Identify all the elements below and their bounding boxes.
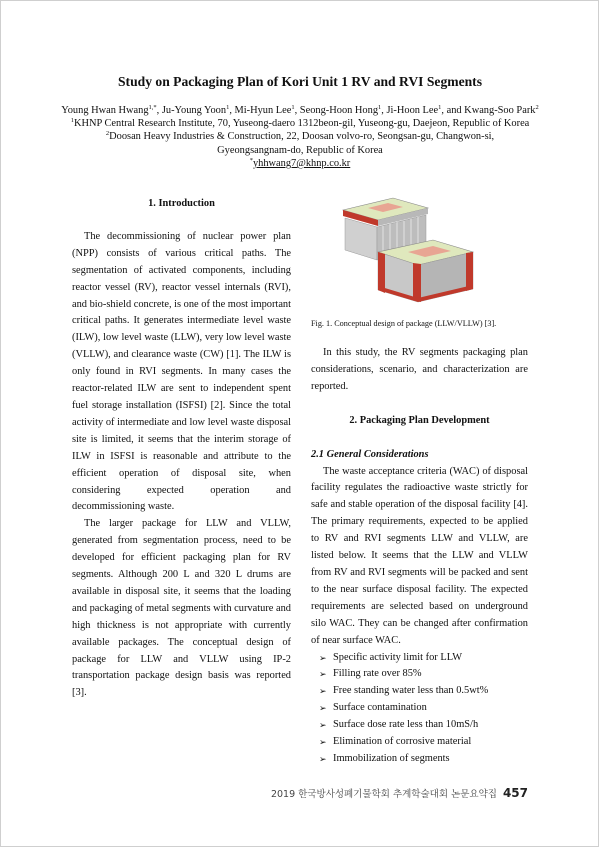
section-heading-introduction: 1. Introduction [148,198,215,209]
list-item-text: Surface dose rate less than 10mS/h [333,719,479,731]
list-item [319,650,528,667]
package-illustration [333,190,483,312]
arrow-bullet-icon: ➢ [319,669,327,680]
list-item-text: Filling rate over 85% [333,668,422,680]
list-item-text: Elimination of corrosive material [333,736,472,748]
general-considerations-paragraph: The waste acceptance criteria (WAC) of disposal facility regulates the radioactive waste strictly for safe and stable operation of the disposal facility [4]. The primary requirements, expected to be applied to RV and RVI segments LLW and VLLW, are listed below. It seems that the LLW and VLLW from RV and RVI segments will be packed and sent to the near surface disposal facility. The expected requirements are selected based on underground silo WAC. They can be changed after confirmation of near surface WAC. [311,465,528,646]
arrow-bullet-icon: ➢ [319,703,327,714]
arrow-bullet-icon: ➢ [319,737,327,748]
author-name: , and Kwang-Soo Park [441,105,536,116]
email-link[interactable]: yhhwang7@khnp.co.kr [252,157,351,169]
corresponding-email [40,157,560,170]
author-superscript: 1 [226,104,230,111]
list-item [319,751,528,768]
list-item [319,683,528,700]
footer-proceedings-title: 2019 한국방사성폐기물학회 추계학술대회 논문요약집 [270,789,497,800]
intro-paragraph-2: The larger package for LLW and VLLW, generated from segmentation process, need to be developed for efficient packaging plan for RV segments. Although 200 L and 320 L drums are available in disposal site, it seems that the loading and packaging of metal segments with curvature and high thickness is not appropriate with currently available packages. The conceptual design of package for LLW and VLLW using IP-2 transportation package design basis was reported [3]. [72,518,291,699]
author-superscript: 1,* [148,104,157,111]
list-item [319,700,528,717]
lower-corner-post [413,263,421,302]
affiliation-text: KHNP Central Research Institute, 70, Yuseong-daero 1312beon-gil, Yuseong-gu, Daejeon, Republic of Korea [73,118,530,130]
affiliation-text: Doosan Heavy Industries & Construction, 22, Doosan volvo-ro, Seongsan-gu, Changwon-si, [109,131,495,143]
list-item-text: Specific activity limit for LLW [333,651,463,663]
affiliation-2 [40,130,560,143]
subsection-heading-general: 2.1 General Considerations [311,448,429,460]
author-name: , Seong-Hoon Hong [294,105,379,116]
right-intro-paragraph: In this study, the RV segments packaging plan considerations, scenario, and characterization are reported. [311,347,528,392]
author-superscript: 1 [291,104,295,111]
requirements-list [311,650,528,768]
section-heading-packaging: 2. Packaging Plan Development [349,414,490,426]
author-block [40,104,560,170]
left-column [72,196,291,702]
affiliation-superscript: 2 [105,130,110,138]
author-name: , Ju-Young Yoon [156,105,227,116]
affiliation-1 [40,117,560,130]
author-name: , Mi-Hyun Lee [229,105,292,116]
list-item [319,666,528,683]
figure-package-design [311,190,528,312]
author-superscript: 1 [378,104,382,111]
author-list [40,104,560,117]
figure-caption: Fig. 1. Conceptual design of package (LLW/VLLW) [3]. [311,319,497,328]
list-item-text: Free standing water less than 0.5wt% [333,685,489,697]
page-footer [271,786,528,800]
list-item [319,717,528,734]
affiliation-2-line2: Gyeongsangnam-do, Republic of Korea [217,144,383,156]
list-item-text: Immobilization of segments [333,752,450,764]
right-column [311,190,528,768]
affiliation-superscript: 1 [70,117,74,125]
arrow-bullet-icon: ➢ [319,720,327,731]
list-item-text: Surface contamination [333,702,427,714]
intro-paragraph-1: The decommissioning of nuclear power plan (NPP) consists of various critical paths. The segmentation of activated components, including reactor vessel (RV), reactor vessel internals (RVI), and bio-shield concrete, is one of the most important critical paths. It generates intermediate level waste (ILW), low level waste (LLW), very low level waste (VLLW), and clearance waste (CW) [1]. The ILW is only found in RVI segments. In many cases the reactor-related ILW are sent to independent spent fuel storage installation (ISFSI) [2]. Since the total activity of intermediate and low level waste disposal site is limited, it seems that the interim storage of ILW in ISFSI is reasonable and attribute to the efficient operation of disposal site, when considering expected operation and decommissioning waste. [72,230,292,513]
page-number: 457 [502,786,528,800]
arrow-bullet-icon: ➢ [319,686,327,697]
author-superscript: 2 [535,104,539,111]
author-name: , Ji-Hoon Lee [381,105,439,116]
lower-corner-post [466,252,473,291]
author-name: Young Hwan Hwang [61,105,149,116]
author-superscript: 1 [438,104,442,111]
email-superscript: * [249,156,253,164]
list-item [319,734,528,751]
arrow-bullet-icon: ➢ [319,652,327,663]
arrow-bullet-icon: ➢ [319,753,327,764]
paper-title: Study on Packaging Plan of Kori Unit 1 RV and RVI Segments [118,74,482,89]
